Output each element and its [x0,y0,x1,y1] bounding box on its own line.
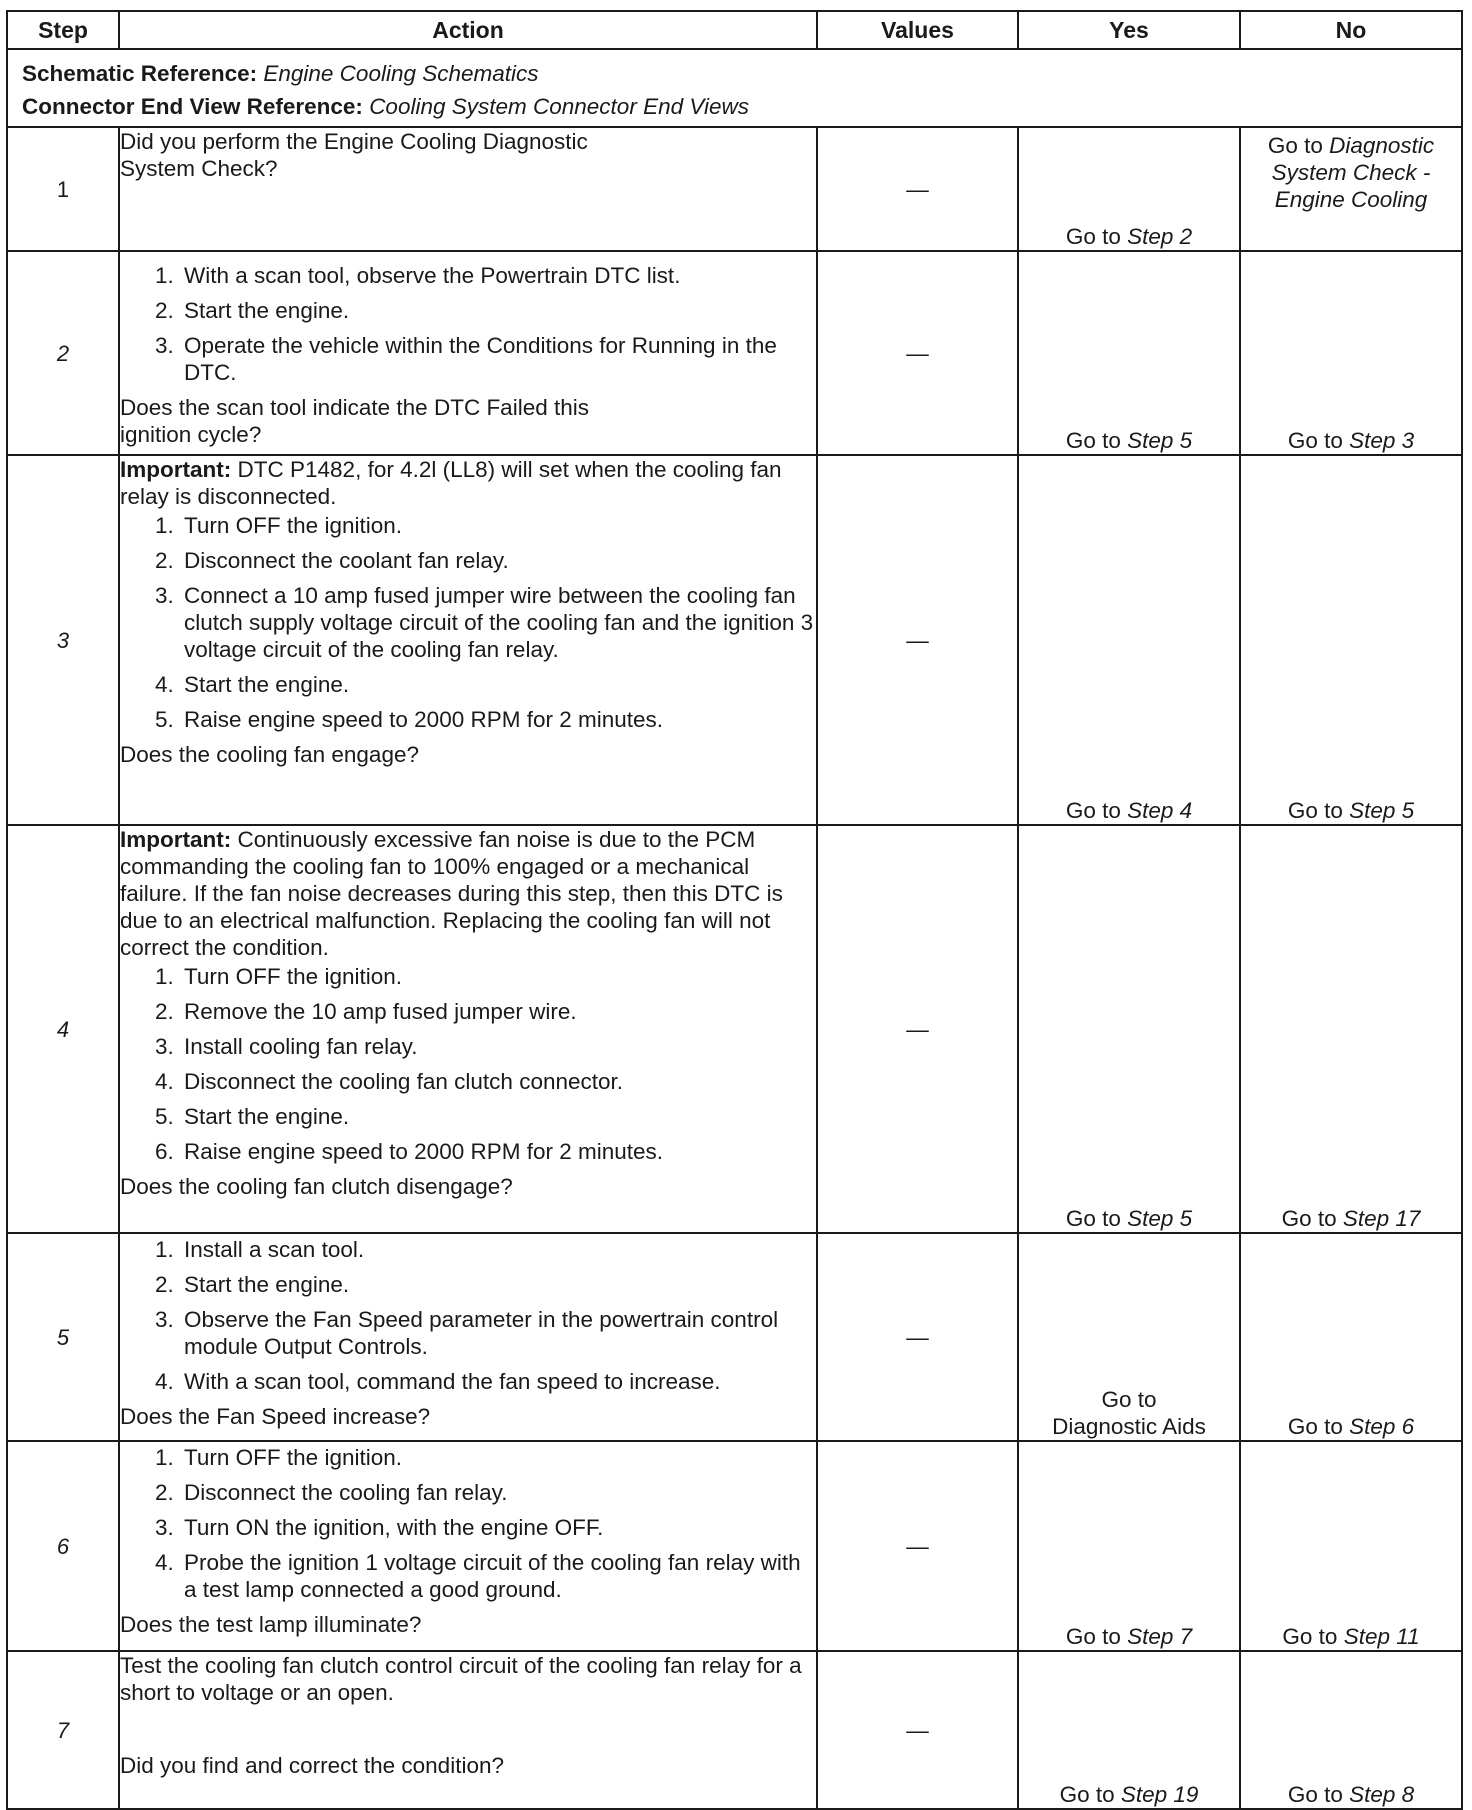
step-question: Did you find and correct the condition? [120,1753,504,1778]
no-prefix: Go to [1287,1414,1343,1439]
no-prefix: Go to [1287,798,1343,823]
important-text: Continuously excessive fan noise is due to the PCM commanding the cooling fan to 100% engaged or a mechanical failure. If the fan noise decreases during this step, then this DTC is due to an electrical malfunction. Replacing the cooling fan will not correct the condition. [120,827,783,960]
step-question: Does the Fan Speed increase? [120,1404,431,1429]
step-question: Does the test lamp illuminate? [120,1612,422,1637]
yes-prefix: Go to [1059,1782,1115,1807]
values-dash: — [906,627,929,653]
important-label: Important: [120,827,232,852]
values-dash: — [906,1324,929,1350]
step-number: 2 [7,251,119,455]
step-yes [1018,251,1240,455]
step-yes [1018,1233,1240,1441]
step-action [119,1441,817,1651]
yes-link[interactable]: Step 2 [1127,224,1193,249]
no-prefix: Go to [1281,1206,1337,1231]
instruction-item: 1. Turn OFF the ignition. [180,963,816,990]
no-prefix: Go to [1282,1624,1338,1649]
instruction-item: 3. Connect a 10 amp fused jumper wire between the cooling fan clutch supply voltage circuit of the cooling fan and the ignition 3 voltage circuit of the cooling fan relay. [180,582,816,663]
instruction-item: 3. Operate the vehicle within the Conditions for Running in the DTC. [180,332,816,386]
instruction-item: 6. Raise engine speed to 2000 RPM for 2 minutes. [180,1138,816,1165]
step-no [1240,127,1462,251]
step-row-2 [7,251,1462,455]
schematic-reference-label: Schematic Reference: [22,61,258,86]
step-row-3 [7,455,1462,825]
step-instructions [120,1236,816,1395]
step-no [1240,1441,1462,1651]
yes-link[interactable]: Diagnostic Aids [1052,1414,1206,1439]
connector-reference-row [7,89,1462,127]
instruction-item: 4. Disconnect the cooling fan clutch connector. [180,1068,816,1095]
important-label: Important: [120,457,232,482]
yes-prefix: Go to [1101,1387,1157,1412]
schematic-reference [7,49,1462,89]
no-link[interactable]: Step 3 [1349,428,1415,453]
instruction-item: 1. Turn OFF the ignition. [180,1444,816,1471]
no-prefix: Go to [1287,1782,1343,1807]
step-yes [1018,1441,1240,1651]
step-yes [1018,127,1240,251]
instruction-item: 1. Turn OFF the ignition. [180,512,816,539]
step-values [817,1441,1018,1651]
step-no [1240,825,1462,1233]
instruction-item: 4. With a scan tool, command the fan speed to increase. [180,1368,816,1395]
step-action [119,127,817,251]
header-values: Values [817,11,1018,49]
step-action [119,825,817,1233]
instruction-item: 3. Turn ON the ignition, with the engine OFF. [180,1514,816,1541]
instruction-item: 1. Install a scan tool. [180,1236,816,1263]
instruction-item: 2. Disconnect the cooling fan relay. [180,1479,816,1506]
step-no [1240,251,1462,455]
instruction-item: 3. Install cooling fan relay. [180,1033,816,1060]
header-row [7,11,1462,49]
important-note [120,456,816,510]
step-values [817,1651,1018,1809]
instruction-item: 4. Start the engine. [180,671,816,698]
no-link[interactable]: Step 8 [1349,1782,1415,1807]
step-instructions [120,512,816,733]
step-no [1240,1233,1462,1441]
step-intro: Test the cooling fan clutch control circuit of the cooling fan relay for a short to voltage or an open. [120,1653,802,1705]
instruction-item: 2. Disconnect the coolant fan relay. [180,547,816,574]
step-number: 6 [7,1441,119,1651]
no-link[interactable]: Diagnostic System Check - Engine Cooling [1271,133,1435,212]
values-dash: — [906,1016,929,1042]
step-row-7 [7,1651,1462,1809]
header-step: Step [7,11,119,49]
connector-reference-label: Connector End View Reference: [22,94,363,119]
step-number: 7 [7,1651,119,1809]
yes-prefix: Go to [1065,798,1121,823]
diagnostic-table [6,10,1463,1810]
step-instructions [120,1444,816,1603]
step-values [817,825,1018,1233]
header-yes: Yes [1018,11,1240,49]
yes-prefix: Go to [1065,1624,1121,1649]
step-intro: Did you perform the Engine Cooling Diagnostic System Check? [120,129,588,181]
connector-reference [7,89,1462,127]
step-action [119,455,817,825]
instruction-item: 1. With a scan tool, observe the Powertrain DTC list. [180,262,816,289]
step-row-6 [7,1441,1462,1651]
header-no: No [1240,11,1462,49]
step-question: Does the scan tool indicate the DTC Failed this ignition cycle? [120,395,589,447]
step-values [817,455,1018,825]
values-dash: — [906,1533,929,1559]
values-dash: — [906,1717,929,1743]
no-prefix: Go to [1267,133,1323,158]
no-link[interactable]: Step 5 [1349,798,1415,823]
instruction-item: 4. Probe the ignition 1 voltage circuit of the cooling fan relay with a test lamp connected a good ground. [180,1549,816,1603]
no-link[interactable]: Step 11 [1343,1624,1420,1649]
no-link[interactable]: Step 17 [1342,1206,1421,1231]
instruction-item: 2. Start the engine. [180,297,816,324]
step-yes [1018,1651,1240,1809]
yes-link[interactable]: Step 4 [1127,798,1193,823]
yes-prefix: Go to [1065,428,1121,453]
step-values [817,251,1018,455]
step-action [119,1233,817,1441]
yes-link[interactable]: Step 5 [1127,428,1193,453]
yes-link[interactable]: Step 5 [1127,1206,1193,1231]
step-action [119,251,817,455]
step-no [1240,455,1462,825]
connector-reference-link[interactable]: Cooling System Connector End Views [369,94,749,119]
step-instructions [120,963,816,1165]
schematic-reference-link[interactable]: Engine Cooling Schematics [263,61,539,86]
yes-link[interactable]: Step 19 [1120,1782,1199,1807]
step-number: 4 [7,825,119,1233]
values-dash: — [906,340,929,366]
no-prefix: Go to [1287,428,1343,453]
step-row-1 [7,127,1462,251]
important-text: DTC P1482, for 4.2l (LL8) will set when the cooling fan relay is disconnected. [120,457,782,509]
step-no [1240,1651,1462,1809]
instruction-item: 2. Start the engine. [180,1271,816,1298]
yes-prefix: Go to [1065,224,1121,249]
step-instructions [120,262,816,386]
step-values [817,1233,1018,1441]
step-action [119,1651,817,1809]
yes-prefix: Go to [1065,1206,1121,1231]
header-action: Action [119,11,817,49]
step-question: Does the cooling fan clutch disengage? [120,1174,513,1199]
yes-link[interactable]: Step 7 [1127,1624,1193,1649]
step-number: 3 [7,455,119,825]
step-row-4 [7,825,1462,1233]
step-question: Does the cooling fan engage? [120,742,419,767]
step-row-5 [7,1233,1462,1441]
instruction-item: 3. Observe the Fan Speed parameter in the powertrain control module Output Controls. [180,1306,816,1360]
step-yes [1018,825,1240,1233]
schematic-reference-row [7,49,1462,89]
instruction-item: 5. Raise engine speed to 2000 RPM for 2 minutes. [180,706,816,733]
step-number: 5 [7,1233,119,1441]
instruction-item: 5. Start the engine. [180,1103,816,1130]
values-dash: — [906,176,929,202]
step-number: 1 [7,127,119,251]
step-yes [1018,455,1240,825]
instruction-item: 2. Remove the 10 amp fused jumper wire. [180,998,816,1025]
no-link[interactable]: Step 6 [1349,1414,1415,1439]
important-note [120,826,816,961]
step-values [817,127,1018,251]
